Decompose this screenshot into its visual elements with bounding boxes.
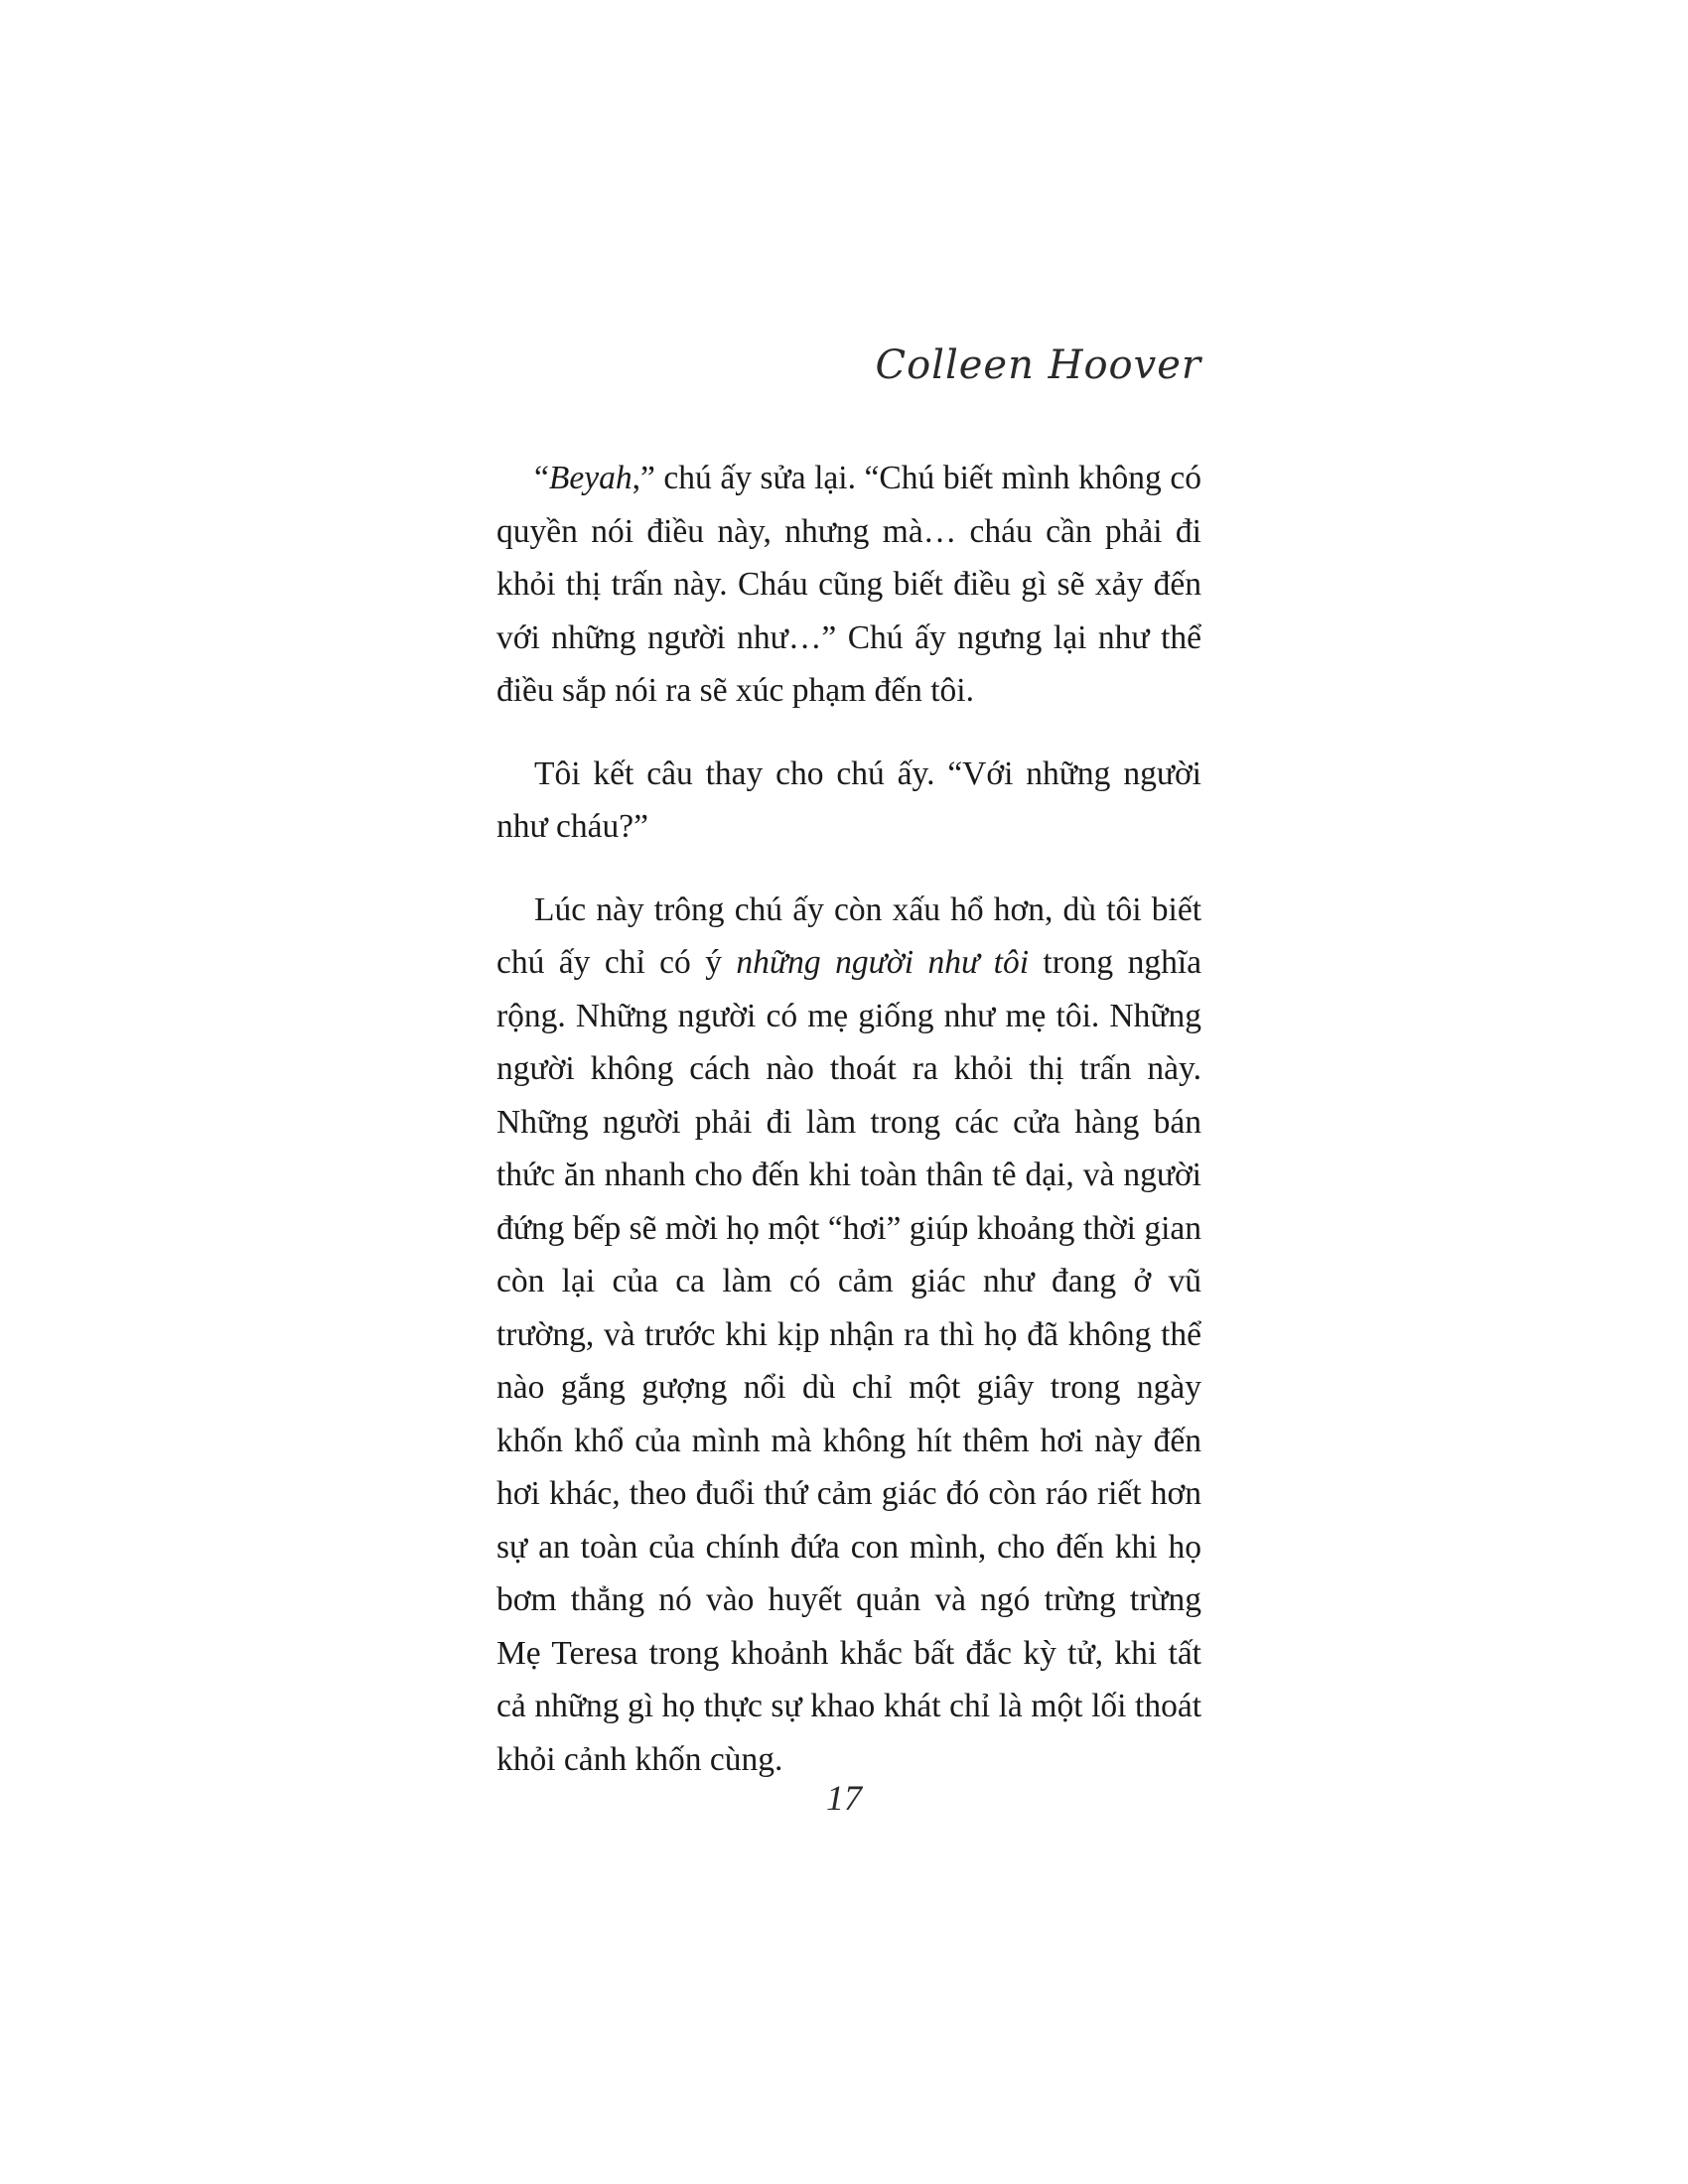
paragraph-3-italic-phrase: những người như tôi	[736, 944, 1030, 981]
paragraph-3-text-before: Lúc này trông chú ấy còn xấu hổ hơn, dù tôi biết chú ấy chỉ có ý	[496, 890, 1201, 981]
paragraph-3-text-after: trong nghĩa rộng. Những người có mẹ giống như mẹ tôi. Những người không cách nào thoát ra khỏi thị trấn này. Những người phải đi làm trong các cửa hàng bán thức ăn nhanh cho đến khi toàn thân tê dại, và người đứng bếp sẽ mời họ một “hơi” giúp khoảng thời gian còn lại của ca làm có cảm giác như đang ở vũ trường, và trước khi kịp nhận ra thì họ đã không thể nào gắng gượng nổi dù chỉ một giây trong ngày khốn khổ của mình mà không hít thêm hơi này đến hơi khác, theo đuổi thứ cảm giác đó còn ráo riết hơn sự an toàn của chính đứa con mình, cho đến khi họ bơm thẳng nó vào huyết quản và ngó trừng trừng Mẹ Teresa trong khoảnh khắc bất đắc kỳ tử, khi tất cả những gì họ thực sự khao khát chỉ là một lối thoát khỏi cảnh khốn cùng.	[496, 944, 1201, 1778]
page-number: 17	[826, 1778, 862, 1818]
paragraph-1-italic-name: Beyah	[548, 460, 633, 496]
paragraph-1-open-quote: “	[534, 460, 549, 496]
running-header-author: Colleen Hoover	[875, 342, 1201, 388]
body-text	[496, 452, 1201, 1816]
paragraph-1-text: ,” chú ấy sửa lại. “Chú biết mình không có quyền nói điều này, nhưng mà… cháu cần phải đi khỏi thị trấn này. Cháu cũng biết điều gì sẽ xảy đến với những người như…” Chú ấy ngưng lại như thể điều sắp nói ra sẽ xúc phạm đến tôi.	[496, 460, 1201, 709]
paragraph-1	[496, 452, 1201, 718]
paragraph-3	[496, 884, 1201, 1787]
paragraph-2: Tôi kết câu thay cho chú ấy. “Với những người như cháu?”	[496, 754, 1201, 845]
